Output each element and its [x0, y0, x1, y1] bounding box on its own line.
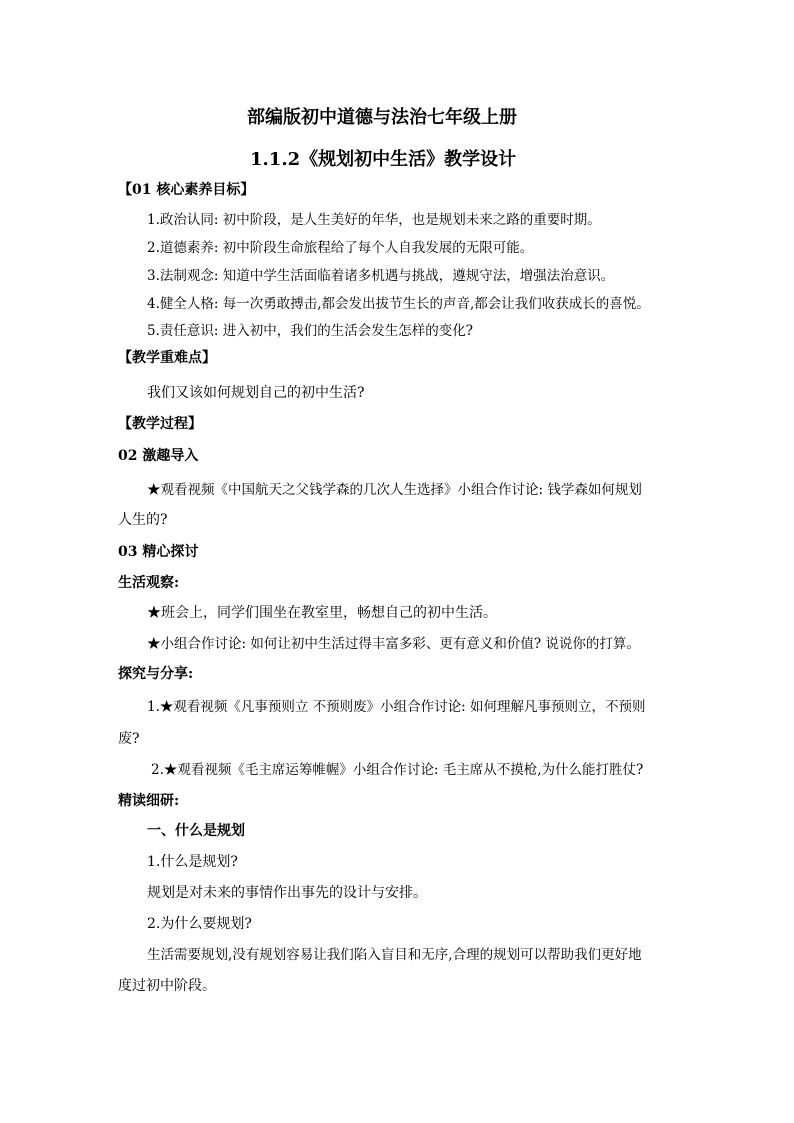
doc-subtitle: 1.1.2《规划初中生活》教学设计 [250, 149, 517, 170]
share-item-2: 2.★观看视频《毛主席运筹帷幄》小组合作讨论: 毛主席从不摸枪,为什么能打胜仗? [151, 762, 644, 778]
part-03-heading: 03 精心探讨 [118, 544, 199, 560]
close-reading-heading: 精读细研: [118, 793, 180, 809]
section-heading-objectives: 【01 核心素养目标】 [118, 182, 255, 198]
observation-item-2: ★小组合作讨论: 如何让初中生活过得丰富多彩、更有意义和价值? 说说你的打算。 [147, 636, 640, 652]
objective-item-1: 1.政治认同: 初中阶段，是人生美好的年华，也是规划未来之路的重要时期。 [147, 212, 601, 228]
doc-title: 部编版初中道德与法治七年级上册 [247, 107, 517, 128]
answer-2: 生活需要规划,没有规划容易让我们陷入盲目和无序,合理的规划可以帮助我们更好地 [147, 947, 642, 963]
part-02-text: ★观看视频《中国航天之父钱学森的几次人生选择》小组合作讨论: 钱学森如何规划 [147, 482, 642, 498]
share-item-1-cont: 废? [118, 731, 140, 747]
question-2: 2.为什么要规划? [147, 916, 252, 932]
answer-2-cont: 度过初中阶段。 [118, 978, 216, 994]
key-points-text: 我们又该如何规划自己的初中生活? [147, 385, 365, 401]
part-02-heading: 02 激趣导入 [118, 448, 199, 464]
answer-1: 规划是对未来的事情作出事先的设计与安排。 [147, 885, 427, 901]
share-item-1: 1.★观看视频《凡事预则立 不预则废》小组合作讨论: 如何理解凡事预则立，不预则 [147, 699, 646, 715]
objective-item-4: 4.健全人格: 每一次勇敢搏击,都会发出拔节生长的声音,都会让我们收获成长的喜悦。 [147, 296, 650, 312]
objective-item-2: 2.道德素养: 初中阶段生命旅程给了每个人自我发展的无限可能。 [147, 240, 534, 256]
close-reading-subheading: 一、什么是规划 [147, 823, 245, 839]
section-heading-process: 【教学过程】 [118, 416, 202, 432]
observation-item-1: ★班会上，同学们围坐在教室里，畅想自己的初中生活。 [147, 605, 497, 621]
part-02-text-cont: 人生的? [118, 512, 168, 528]
objective-item-3: 3.法制观念: 知道中学生活面临着诸多机遇与挑战，遵规守法，增强法治意识。 [147, 268, 615, 284]
question-1: 1.什么是规划? [147, 854, 238, 870]
section-heading-key-points: 【教学重难点】 [118, 350, 216, 366]
objective-item-5: 5.责任意识: 进入初中，我们的生活会发生怎样的变化? [147, 323, 473, 339]
explore-share-heading: 探究与分享: [118, 666, 194, 682]
life-observation-heading: 生活观察: [118, 575, 180, 591]
